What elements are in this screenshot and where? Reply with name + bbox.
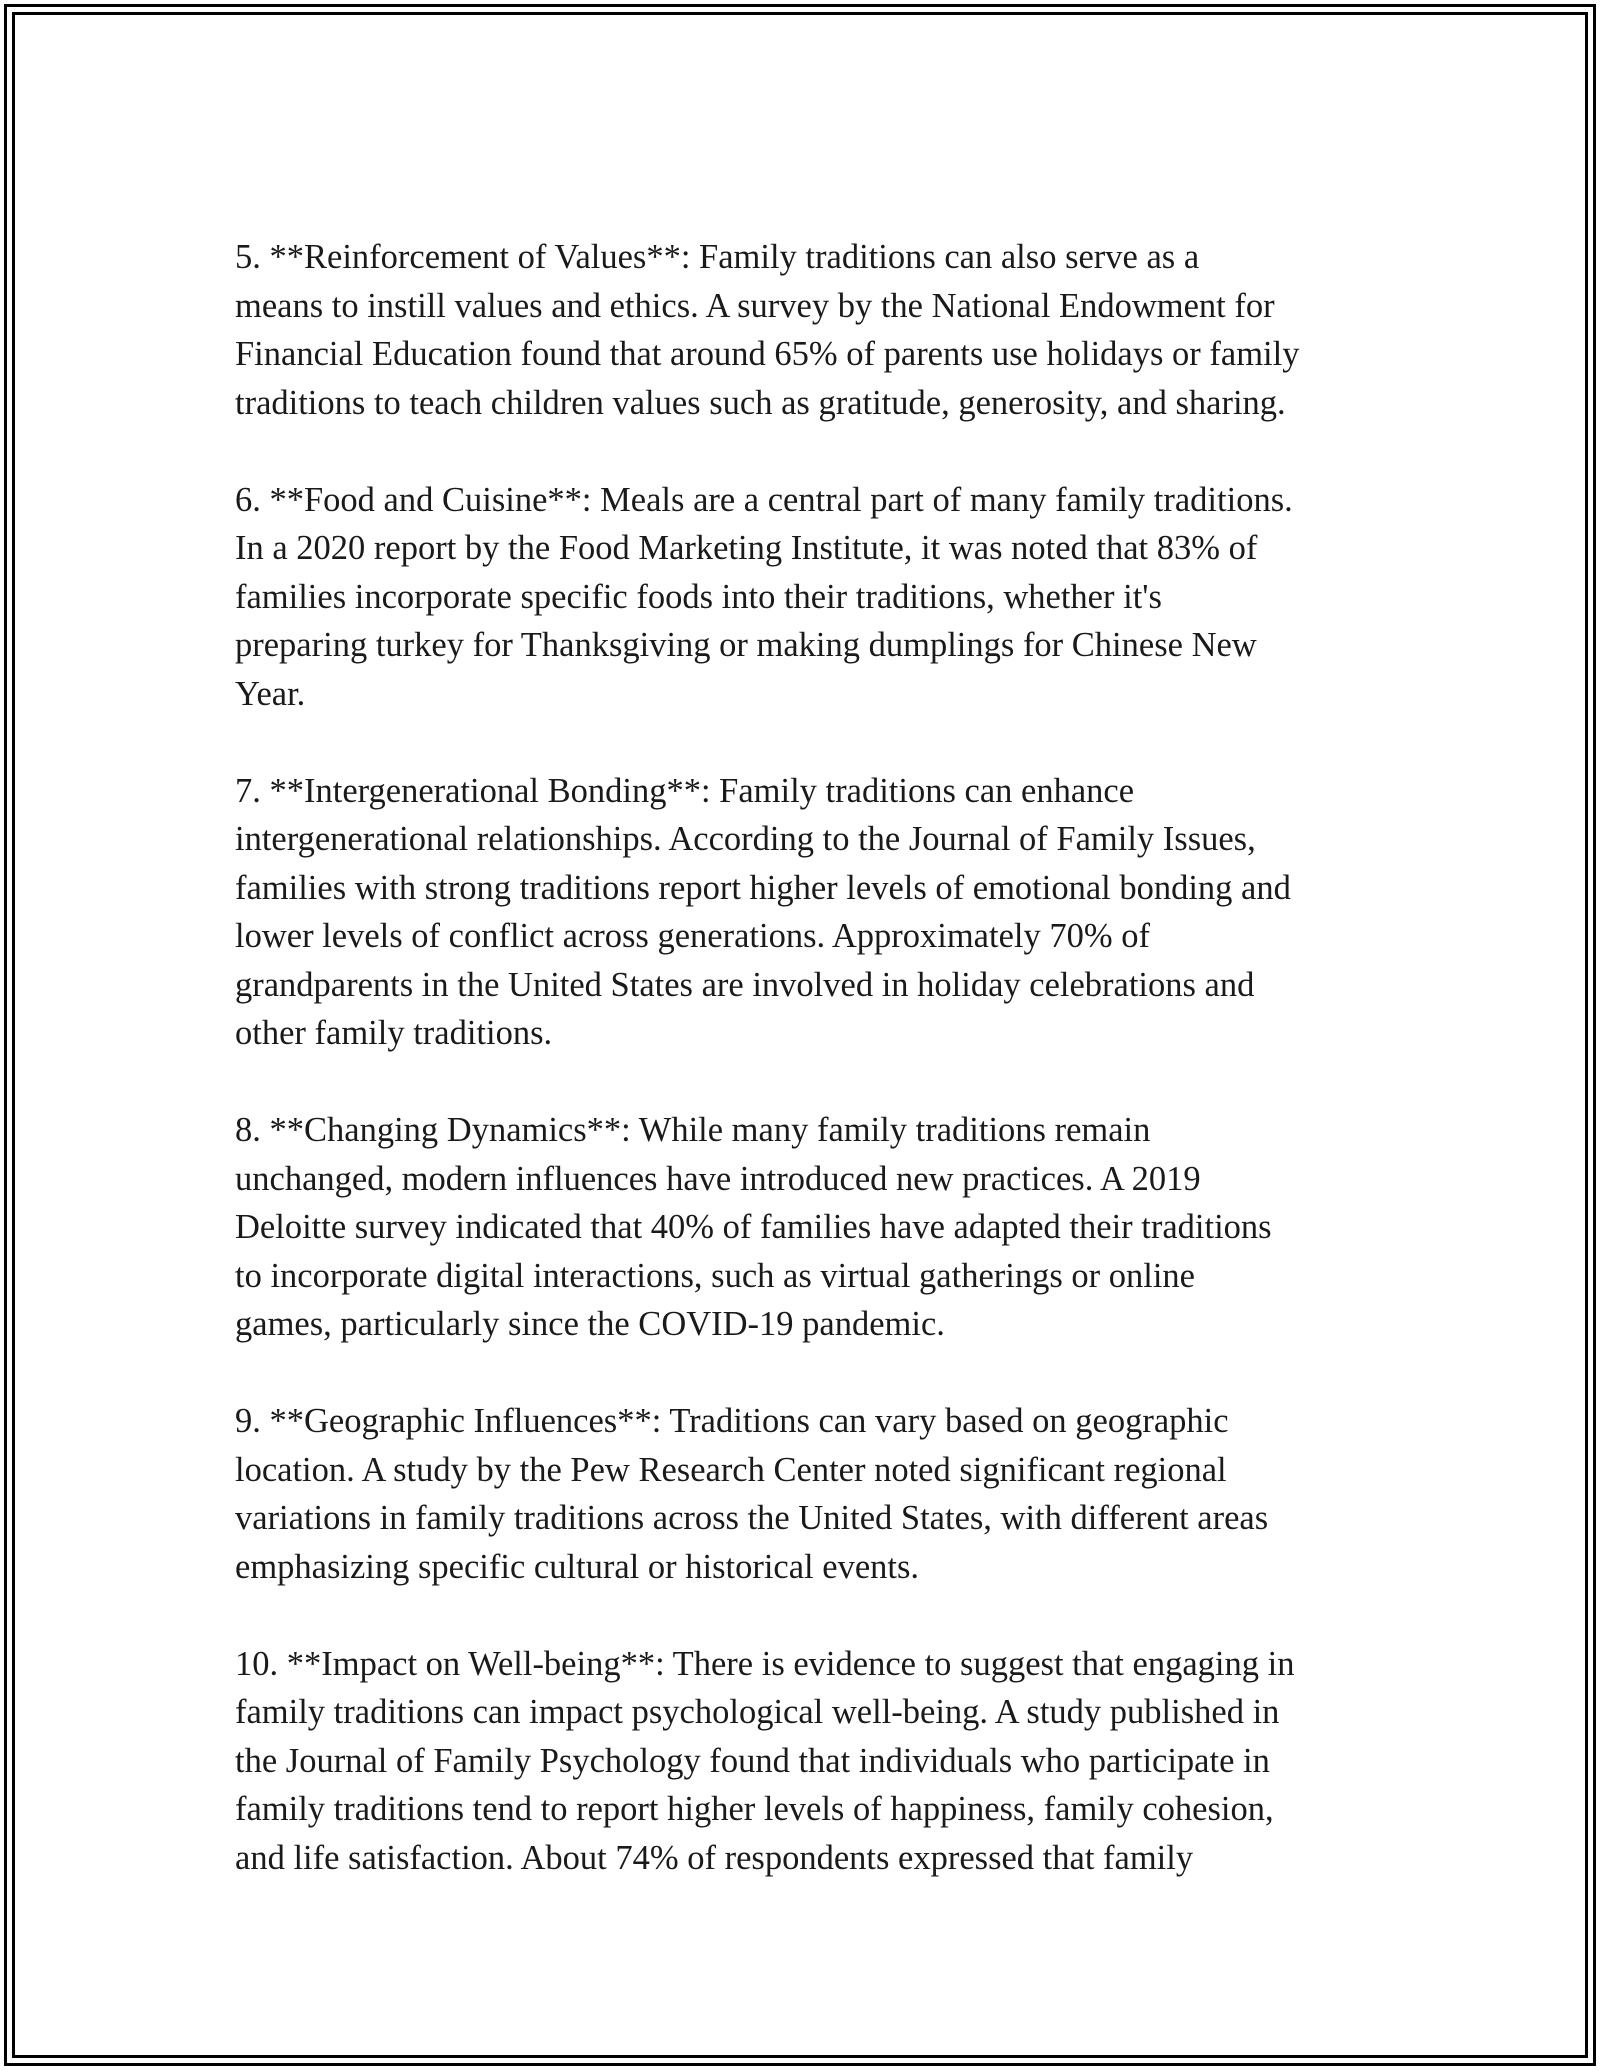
- document-body: [235, 233, 1395, 1882]
- paragraph-impact-on-well-being: 10. **Impact on Well-being**: There is evidence to suggest that engaging in family traditions can impact psychological well-being. A study published in the Journal of Family Psychology found that individuals who participate in family traditions tend to report higher levels of happiness, family cohesion, and life satisfaction. About 74% of respondents expressed that family: [235, 1644, 1295, 1877]
- paragraph-geographic-influences: 9. **Geographic Influences**: Traditions can vary based on geographic location. A study by the Pew Research Center noted significant regional variations in family traditions across the United States, with different areas emphasizing specific cultural or historical events.: [235, 1402, 1269, 1586]
- paragraph-food-and-cuisine: 6. **Food and Cuisine**: Meals are a central part of many family traditions. In a 2020 report by the Food Marketing Institute, it was noted that 83% of families incorporate specific foods into their traditions, whether it's preparing turkey for Thanksgiving or making dumplings for Chinese New Year.: [235, 480, 1293, 713]
- paragraph-reinforcement-of-values: 5. **Reinforcement of Values**: Family traditions can also serve as a means to instill values and ethics. A survey by the National Endowment for Financial Education found that around 65% of parents use holidays or family traditions to teach children values such as gratitude, generosity, and sharing.: [235, 238, 1300, 422]
- paragraph-intergenerational-bonding: 7. **Intergenerational Bonding**: Family traditions can enhance intergenerational relationships. According to the Journal of Family Issues, families with strong traditions report higher levels of emotional bonding and lower levels of conflict across generations. Approximately 70% of grandparents in the United States are involved in holiday celebrations and other family traditions.: [235, 771, 1291, 1052]
- paragraph-changing-dynamics: 8. **Changing Dynamics**: While many family traditions remain unchanged, modern influences have introduced new practices. A 2019 Deloitte survey indicated that 40% of families have adapted their traditions to incorporate digital interactions, such as virtual gatherings or online games, particularly since the COVID-19 pandemic.: [235, 1111, 1272, 1343]
